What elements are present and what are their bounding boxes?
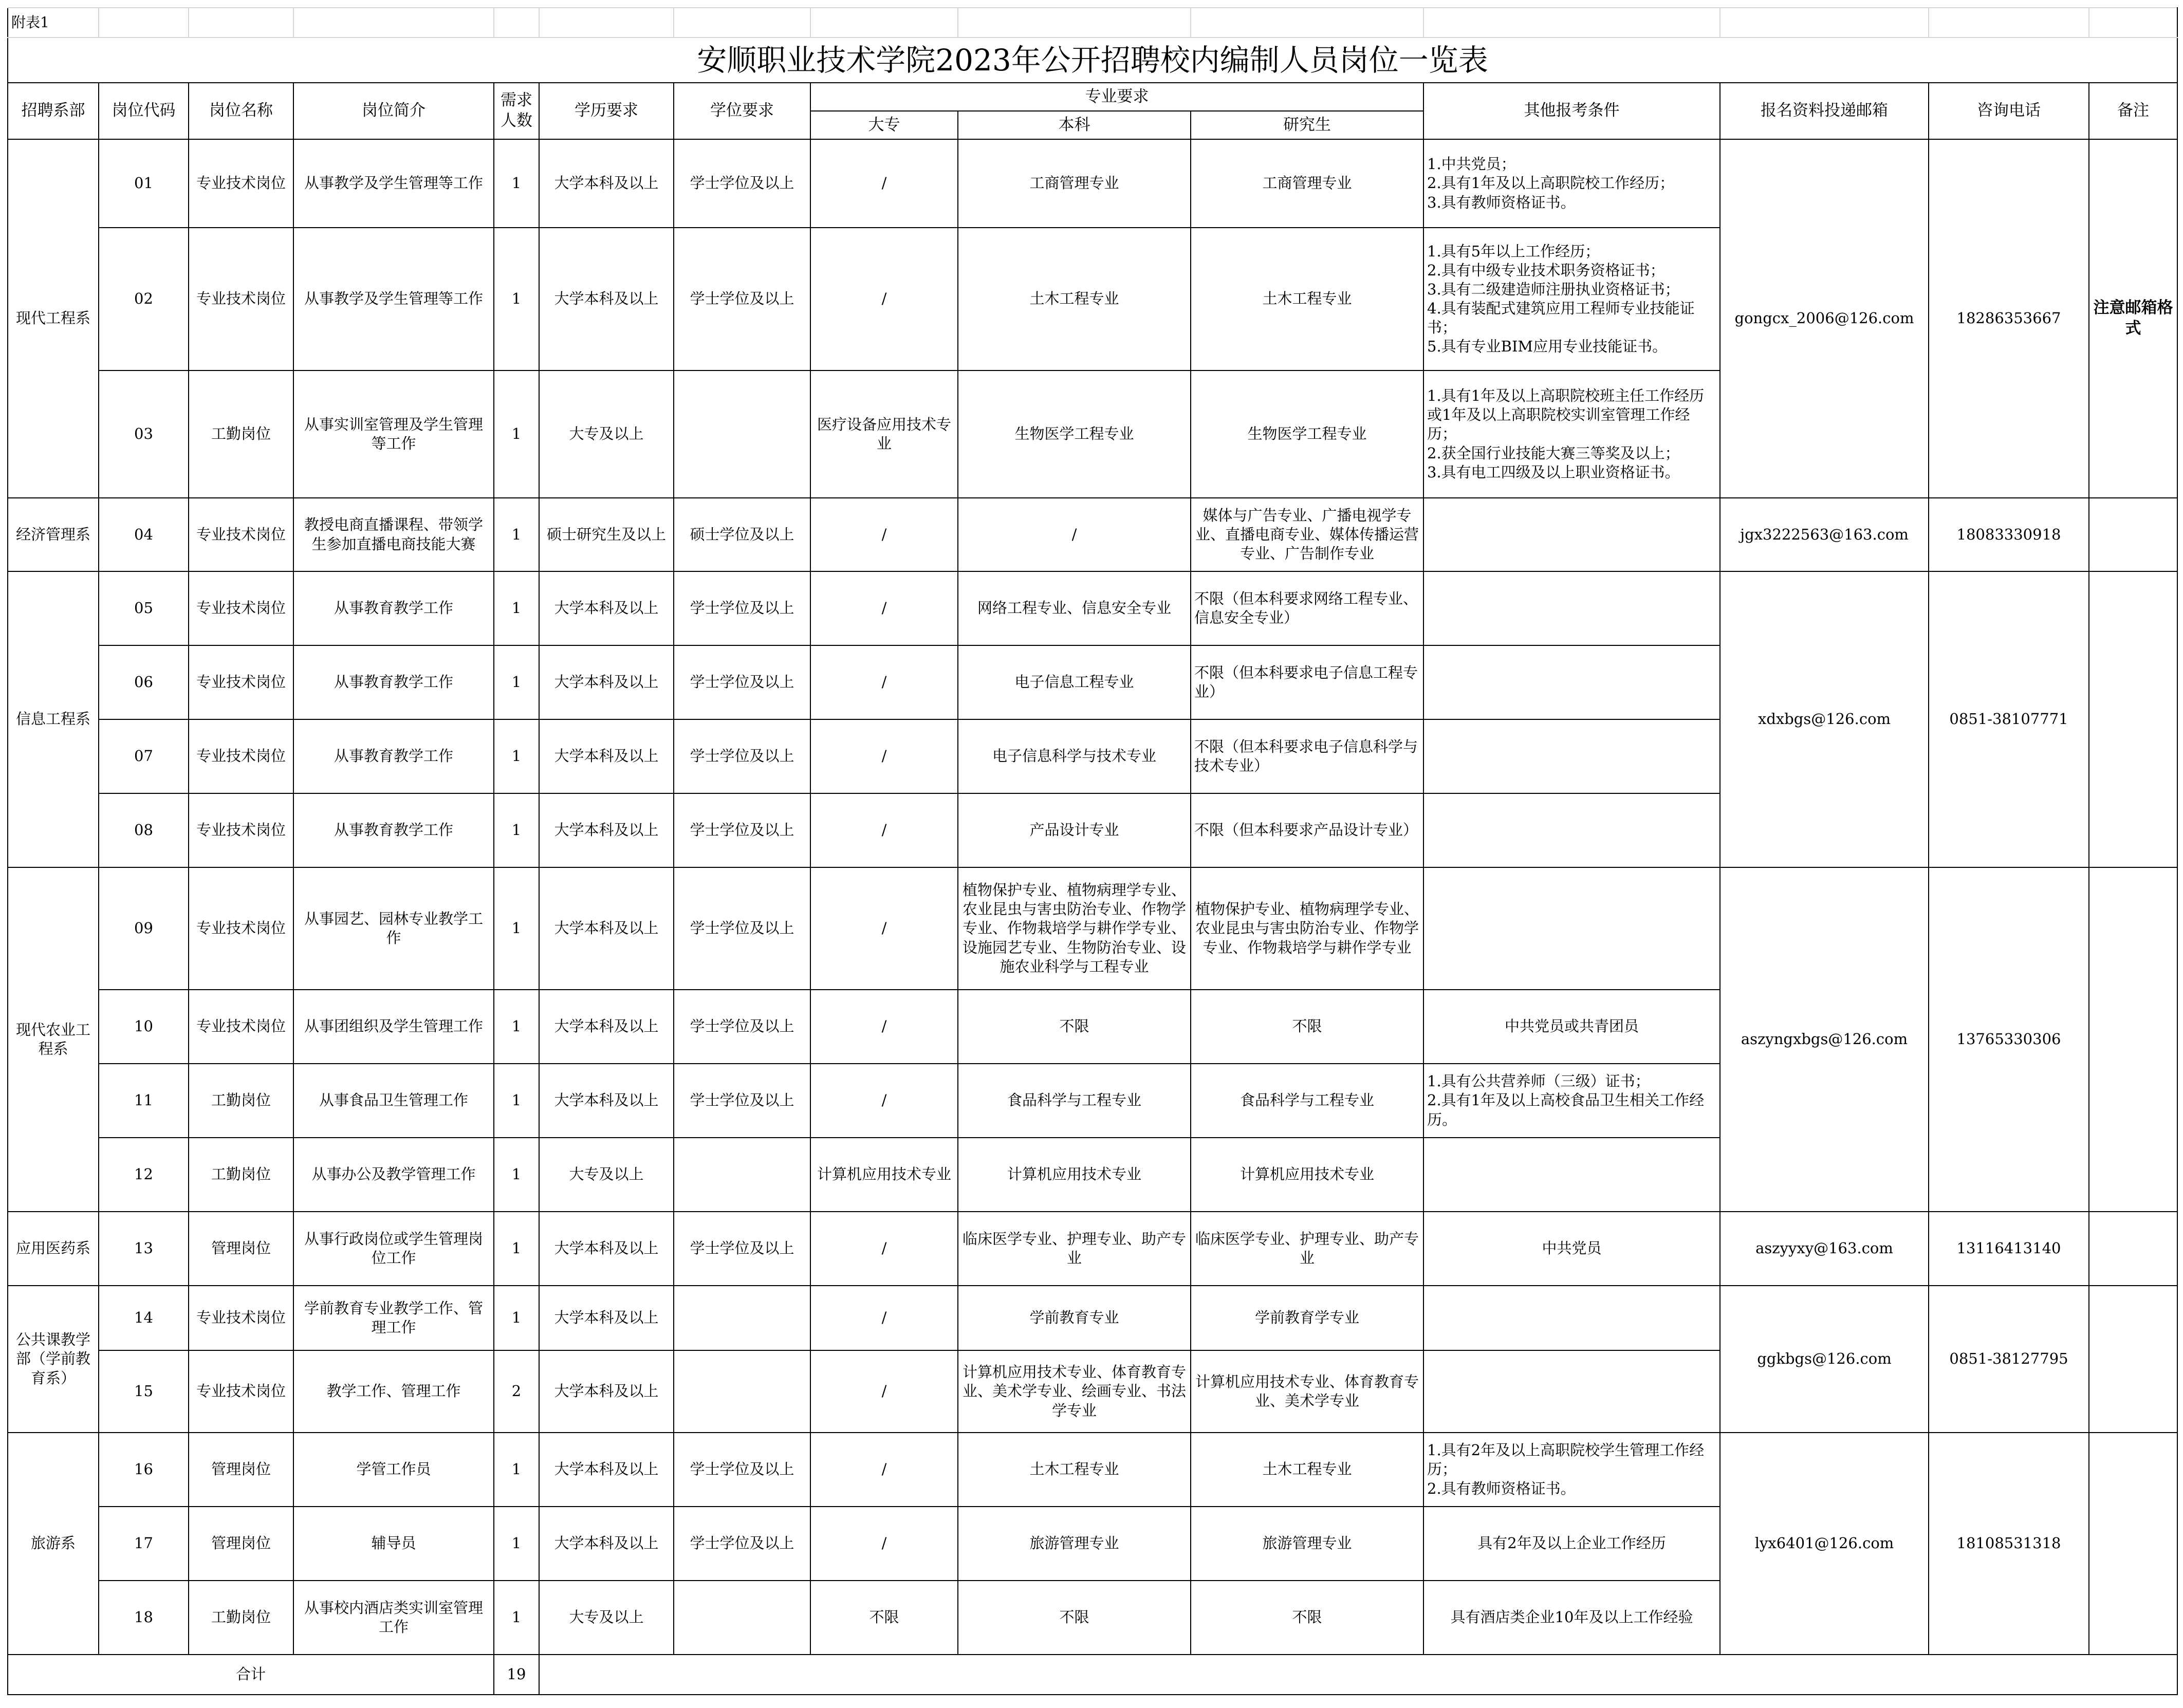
- department-cell: 经济管理系: [8, 498, 99, 571]
- benke-cell: 土木工程专业: [958, 1433, 1191, 1507]
- intro-cell: 从事实训室管理及学生管理等工作: [293, 370, 494, 498]
- remark-cell: [2089, 867, 2177, 1212]
- intro-cell: 从事教学及学生管理等工作: [293, 139, 494, 228]
- degree-cell: 学士学位及以上: [674, 571, 810, 645]
- position-cell: 专业技术岗位: [189, 990, 293, 1064]
- benke-cell: 学前教育专业: [958, 1286, 1191, 1350]
- yanjiusheng-cell: 不限: [1191, 990, 1423, 1064]
- email-cell: aszyngxbgs@126.com: [1720, 867, 1929, 1212]
- email-cell: jgx3222563@163.com: [1720, 498, 1929, 571]
- yanjiusheng-cell: 学前教育学专业: [1191, 1286, 1423, 1350]
- dazhuan-cell: /: [810, 228, 958, 370]
- total-row: [8, 1655, 2177, 1695]
- header-phone: 咨询电话: [1929, 83, 2089, 139]
- yanjiusheng-cell: 土木工程专业: [1191, 228, 1423, 370]
- code-cell: 18: [99, 1581, 189, 1655]
- other-cell: [1423, 571, 1720, 645]
- count-cell: 2: [494, 1350, 539, 1433]
- other-cell: 具有2年及以上企业工作经历: [1423, 1507, 1720, 1581]
- table-row: [8, 498, 2177, 571]
- yanjiusheng-cell: 计算机应用技术专业、体育教育专业、美术学专业: [1191, 1350, 1423, 1433]
- dazhuan-cell: 医疗设备应用技术专业: [810, 370, 958, 498]
- benke-cell: 产品设计专业: [958, 793, 1191, 867]
- remark-cell: [2089, 1433, 2177, 1655]
- intro-cell: 从事行政岗位或学生管理岗位工作: [293, 1212, 494, 1286]
- education-cell: 大学本科及以上: [539, 990, 674, 1064]
- table-row: [8, 139, 2177, 228]
- header-email: 报名资料投递邮箱: [1720, 83, 1929, 139]
- degree-cell: [674, 1581, 810, 1655]
- count-cell: 1: [494, 571, 539, 645]
- total-empty: [539, 1655, 2177, 1695]
- other-cell: [1423, 719, 1720, 793]
- dazhuan-cell: /: [810, 498, 958, 571]
- position-cell: 专业技术岗位: [189, 867, 293, 990]
- other-cell: [1423, 867, 1720, 990]
- intro-cell: 从事校内酒店类实训室管理工作: [293, 1581, 494, 1655]
- code-cell: 16: [99, 1433, 189, 1507]
- intro-cell: 从事园艺、园林专业教学工作: [293, 867, 494, 990]
- other-cell: [1423, 793, 1720, 867]
- benke-cell: 电子信息工程专业: [958, 645, 1191, 719]
- count-cell: 1: [494, 1064, 539, 1138]
- degree-cell: [674, 1286, 810, 1350]
- page-title: 安顺职业技术学院2023年公开招聘校内编制人员岗位一览表: [8, 38, 2177, 83]
- position-cell: 专业技术岗位: [189, 793, 293, 867]
- count-cell: 1: [494, 498, 539, 571]
- yanjiusheng-cell: 旅游管理专业: [1191, 1507, 1423, 1581]
- code-cell: 02: [99, 228, 189, 370]
- dazhuan-cell: /: [810, 1064, 958, 1138]
- total-label: 合计: [8, 1655, 494, 1695]
- code-cell: 12: [99, 1138, 189, 1212]
- phone-cell: 18108531318: [1929, 1433, 2089, 1655]
- header-degree: 学位要求: [674, 83, 810, 139]
- other-cell: [1423, 1138, 1720, 1212]
- count-cell: 1: [494, 1433, 539, 1507]
- intro-cell: 从事教育教学工作: [293, 645, 494, 719]
- total-count: 19: [494, 1655, 539, 1695]
- dazhuan-cell: /: [810, 719, 958, 793]
- count-cell: 1: [494, 1581, 539, 1655]
- benke-cell: 电子信息科学与技术专业: [958, 719, 1191, 793]
- education-cell: 大学本科及以上: [539, 793, 674, 867]
- department-cell: 信息工程系: [8, 571, 99, 867]
- code-cell: 13: [99, 1212, 189, 1286]
- education-cell: 硕士研究生及以上: [539, 498, 674, 571]
- header-major-dazhuan: 大专: [810, 111, 958, 139]
- position-cell: 管理岗位: [189, 1433, 293, 1507]
- yanjiusheng-cell: 土木工程专业: [1191, 1433, 1423, 1507]
- email-cell: ggkbgs@126.com: [1720, 1286, 1929, 1433]
- header-major-benke: 本科: [958, 111, 1191, 139]
- education-cell: 大专及以上: [539, 370, 674, 498]
- dazhuan-cell: /: [810, 867, 958, 990]
- header-education: 学历要求: [539, 83, 674, 139]
- code-cell: 05: [99, 571, 189, 645]
- yanjiusheng-cell: 不限（但本科要求网络工程专业、信息安全专业）: [1191, 571, 1423, 645]
- count-cell: 1: [494, 139, 539, 228]
- code-cell: 08: [99, 793, 189, 867]
- table-row: [8, 1212, 2177, 1286]
- other-cell: 中共党员: [1423, 1212, 1720, 1286]
- email-cell: xdxbgs@126.com: [1720, 571, 1929, 867]
- department-cell: 公共课教学部（学前教育系）: [8, 1286, 99, 1433]
- benke-cell: 不限: [958, 990, 1191, 1064]
- degree-cell: 学士学位及以上: [674, 990, 810, 1064]
- benke-cell: 工商管理专业: [958, 139, 1191, 228]
- remark-cell: [2089, 498, 2177, 571]
- intro-cell: 学前教育专业教学工作、管理工作: [293, 1286, 494, 1350]
- education-cell: 大专及以上: [539, 1581, 674, 1655]
- position-cell: 管理岗位: [189, 1212, 293, 1286]
- benke-cell: 网络工程专业、信息安全专业: [958, 571, 1191, 645]
- benke-cell: 旅游管理专业: [958, 1507, 1191, 1581]
- phone-cell: 0851-38107771: [1929, 571, 2089, 867]
- position-cell: 工勤岗位: [189, 1138, 293, 1212]
- education-cell: 大学本科及以上: [539, 645, 674, 719]
- other-cell: 1.具有2年及以上高职院校学生管理工作经历； 2.具有教师资格证书。: [1423, 1433, 1720, 1507]
- table-row: [8, 571, 2177, 645]
- education-cell: 大学本科及以上: [539, 571, 674, 645]
- yanjiusheng-cell: 不限: [1191, 1581, 1423, 1655]
- benke-cell: 计算机应用技术专业、体育教育专业、美术学专业、绘画专业、书法学专业: [958, 1350, 1191, 1433]
- position-cell: 专业技术岗位: [189, 645, 293, 719]
- degree-cell: 学士学位及以上: [674, 719, 810, 793]
- department-cell: 现代农业工程系: [8, 867, 99, 1212]
- other-cell: [1423, 498, 1720, 571]
- dazhuan-cell: /: [810, 1433, 958, 1507]
- intro-cell: 从事团组织及学生管理工作: [293, 990, 494, 1064]
- yanjiusheng-cell: 媒体与广告专业、广播电视学专业、直播电商专业、媒体传播运营专业、广告制作专业: [1191, 498, 1423, 571]
- count-cell: 1: [494, 645, 539, 719]
- benke-cell: /: [958, 498, 1191, 571]
- phone-cell: 13765330306: [1929, 867, 2089, 1212]
- table-row: [8, 1433, 2177, 1507]
- department-cell: 应用医药系: [8, 1212, 99, 1286]
- position-cell: 专业技术岗位: [189, 719, 293, 793]
- degree-cell: 学士学位及以上: [674, 1507, 810, 1581]
- degree-cell: 学士学位及以上: [674, 139, 810, 228]
- count-cell: 1: [494, 1212, 539, 1286]
- benke-cell: 食品科学与工程专业: [958, 1064, 1191, 1138]
- yanjiusheng-cell: 不限（但本科要求电子信息科学与技术专业）: [1191, 719, 1423, 793]
- position-cell: 工勤岗位: [189, 1581, 293, 1655]
- dazhuan-cell: /: [810, 990, 958, 1064]
- degree-cell: [674, 370, 810, 498]
- department-cell: 现代工程系: [8, 139, 99, 498]
- header-count: 需求人数: [494, 83, 539, 139]
- header-department: 招聘系部: [8, 83, 99, 139]
- benke-cell: 土木工程专业: [958, 228, 1191, 370]
- remark-cell: [2089, 571, 2177, 867]
- phone-cell: 18083330918: [1929, 498, 2089, 571]
- code-cell: 06: [99, 645, 189, 719]
- intro-cell: 学管工作员: [293, 1433, 494, 1507]
- intro-cell: 教学工作、管理工作: [293, 1350, 494, 1433]
- degree-cell: 学士学位及以上: [674, 793, 810, 867]
- other-cell: 1.具有公共营养师（三级）证书； 2.具有1年及以上高校食品卫生相关工作经历。: [1423, 1064, 1720, 1138]
- header-major: 专业要求: [810, 83, 1423, 111]
- header-position: 岗位名称: [189, 83, 293, 139]
- intro-cell: 从事食品卫生管理工作: [293, 1064, 494, 1138]
- other-cell: 1.中共党员； 2.具有1年及以上高职院校工作经历； 3.具有教师资格证书。: [1423, 139, 1720, 228]
- other-cell: [1423, 1286, 1720, 1350]
- other-cell: 1.具有1年及以上高职院校班主任工作经历或1年及以上高职院校实训室管理工作经历； 2.获全国行业技能大赛三等奖及以上； 3.具有电工四级及以上职业资格证书。: [1423, 370, 1720, 498]
- count-cell: 1: [494, 370, 539, 498]
- yanjiusheng-cell: 食品科学与工程专业: [1191, 1064, 1423, 1138]
- education-cell: 大学本科及以上: [539, 867, 674, 990]
- yanjiusheng-cell: 植物保护专业、植物病理学专业、农业昆虫与害虫防治专业、作物学专业、作物栽培学与耕作学专业: [1191, 867, 1423, 990]
- email-cell: gongcx_2006@126.com: [1720, 139, 1929, 498]
- table-row: [8, 867, 2177, 990]
- position-cell: 管理岗位: [189, 1507, 293, 1581]
- position-cell: 专业技术岗位: [189, 498, 293, 571]
- phone-cell: 13116413140: [1929, 1212, 2089, 1286]
- dazhuan-cell: /: [810, 1286, 958, 1350]
- intro-cell: 从事教育教学工作: [293, 793, 494, 867]
- benke-cell: 植物保护专业、植物病理学专业、农业昆虫与害虫防治专业、作物学专业、作物栽培学与耕作学专业、设施园艺专业、生物防治专业、设施农业科学与工程专业: [958, 867, 1191, 990]
- code-cell: 07: [99, 719, 189, 793]
- header-major-yanjiusheng: 研究生: [1191, 111, 1423, 139]
- header-code: 岗位代码: [99, 83, 189, 139]
- benke-cell: 计算机应用技术专业: [958, 1138, 1191, 1212]
- dazhuan-cell: /: [810, 1212, 958, 1286]
- count-cell: 1: [494, 228, 539, 370]
- count-cell: 1: [494, 719, 539, 793]
- header-intro: 岗位简介: [293, 83, 494, 139]
- degree-cell: 学士学位及以上: [674, 867, 810, 990]
- degree-cell: [674, 1350, 810, 1433]
- position-cell: 专业技术岗位: [189, 1350, 293, 1433]
- degree-cell: 学士学位及以上: [674, 228, 810, 370]
- count-cell: 1: [494, 1507, 539, 1581]
- position-cell: 工勤岗位: [189, 370, 293, 498]
- other-cell: [1423, 1350, 1720, 1433]
- dazhuan-cell: /: [810, 1507, 958, 1581]
- email-cell: lyx6401@126.com: [1720, 1433, 1929, 1655]
- benke-cell: 临床医学专业、护理专业、助产专业: [958, 1212, 1191, 1286]
- code-cell: 04: [99, 498, 189, 571]
- yanjiusheng-cell: 生物医学工程专业: [1191, 370, 1423, 498]
- degree-cell: 学士学位及以上: [674, 1064, 810, 1138]
- code-cell: 09: [99, 867, 189, 990]
- code-cell: 03: [99, 370, 189, 498]
- intro-cell: 从事办公及教学管理工作: [293, 1138, 494, 1212]
- education-cell: 大学本科及以上: [539, 1064, 674, 1138]
- annex-label: 附表1: [8, 8, 99, 38]
- email-cell: aszyyxy@163.com: [1720, 1212, 1929, 1286]
- intro-cell: 辅导员: [293, 1507, 494, 1581]
- intro-cell: 教授电商直播课程、带领学生参加直播电商技能大赛: [293, 498, 494, 571]
- degree-cell: 硕士学位及以上: [674, 498, 810, 571]
- dazhuan-cell: 不限: [810, 1581, 958, 1655]
- yanjiusheng-cell: 计算机应用技术专业: [1191, 1138, 1423, 1212]
- code-cell: 01: [99, 139, 189, 228]
- degree-cell: 学士学位及以上: [674, 645, 810, 719]
- count-cell: 1: [494, 867, 539, 990]
- education-cell: 大专及以上: [539, 1138, 674, 1212]
- table-row: [8, 1286, 2177, 1350]
- education-cell: 大学本科及以上: [539, 1433, 674, 1507]
- dazhuan-cell: /: [810, 645, 958, 719]
- degree-cell: 学士学位及以上: [674, 1212, 810, 1286]
- position-cell: 专业技术岗位: [189, 1286, 293, 1350]
- dazhuan-cell: /: [810, 1350, 958, 1433]
- benke-cell: 不限: [958, 1581, 1191, 1655]
- yanjiusheng-cell: 工商管理专业: [1191, 139, 1423, 228]
- position-cell: 专业技术岗位: [189, 571, 293, 645]
- other-cell: [1423, 645, 1720, 719]
- code-cell: 14: [99, 1286, 189, 1350]
- dazhuan-cell: /: [810, 571, 958, 645]
- yanjiusheng-cell: 临床医学专业、护理专业、助产专业: [1191, 1212, 1423, 1286]
- other-cell: 具有酒店类企业10年及以上工作经验: [1423, 1581, 1720, 1655]
- education-cell: 大学本科及以上: [539, 1350, 674, 1433]
- intro-cell: 从事教育教学工作: [293, 571, 494, 645]
- education-cell: 大学本科及以上: [539, 1212, 674, 1286]
- education-cell: 大学本科及以上: [539, 1507, 674, 1581]
- education-cell: 大学本科及以上: [539, 228, 674, 370]
- count-cell: 1: [494, 793, 539, 867]
- phone-cell: 18286353667: [1929, 139, 2089, 498]
- code-cell: 10: [99, 990, 189, 1064]
- remark-cell: [2089, 1286, 2177, 1433]
- education-cell: 大学本科及以上: [539, 1286, 674, 1350]
- degree-cell: [674, 1138, 810, 1212]
- remark-cell: 注意邮箱格式: [2089, 139, 2177, 498]
- position-cell: 专业技术岗位: [189, 139, 293, 228]
- code-cell: 11: [99, 1064, 189, 1138]
- degree-cell: 学士学位及以上: [674, 1433, 810, 1507]
- education-cell: 大学本科及以上: [539, 719, 674, 793]
- yanjiusheng-cell: 不限（但本科要求产品设计专业）: [1191, 793, 1423, 867]
- count-cell: 1: [494, 990, 539, 1064]
- position-cell: 工勤岗位: [189, 1064, 293, 1138]
- other-cell: 1.具有5年以上工作经历； 2.具有中级专业技术职务资格证书； 3.具有二级建造师注册执业资格证书； 4.具有装配式建筑应用工程师专业技能证书； 5.具有专业BIM应用专业技能证书。: [1423, 228, 1720, 370]
- remark-cell: [2089, 1212, 2177, 1286]
- position-cell: 专业技术岗位: [189, 228, 293, 370]
- benke-cell: 生物医学工程专业: [958, 370, 1191, 498]
- other-cell: 中共党员或共青团员: [1423, 990, 1720, 1064]
- dazhuan-cell: /: [810, 139, 958, 228]
- department-cell: 旅游系: [8, 1433, 99, 1655]
- intro-cell: 从事教学及学生管理等工作: [293, 228, 494, 370]
- education-cell: 大学本科及以上: [539, 139, 674, 228]
- header-other: 其他报考条件: [1423, 83, 1720, 139]
- count-cell: 1: [494, 1286, 539, 1350]
- phone-cell: 0851-38127795: [1929, 1286, 2089, 1433]
- count-cell: 1: [494, 1138, 539, 1212]
- header-remark: 备注: [2089, 83, 2177, 139]
- yanjiusheng-cell: 不限（但本科要求电子信息工程专业）: [1191, 645, 1423, 719]
- dazhuan-cell: 计算机应用技术专业: [810, 1138, 958, 1212]
- dazhuan-cell: /: [810, 793, 958, 867]
- code-cell: 15: [99, 1350, 189, 1433]
- recruitment-table: [7, 7, 2178, 1695]
- code-cell: 17: [99, 1507, 189, 1581]
- intro-cell: 从事教育教学工作: [293, 719, 494, 793]
